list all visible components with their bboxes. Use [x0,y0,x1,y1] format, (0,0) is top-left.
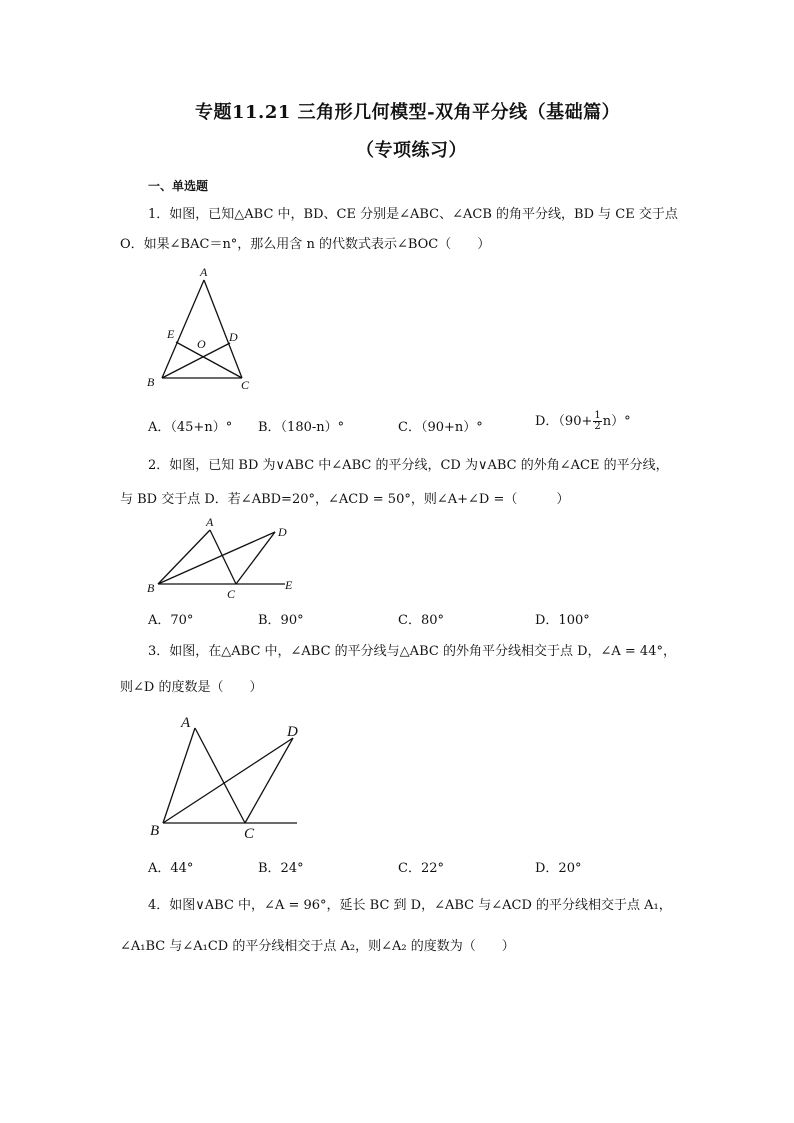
question-1-figure [140,262,270,394]
question-1-option-d [535,410,631,432]
question-3-option-a: A．44° [148,861,194,876]
q1-label-o: O [197,337,206,351]
q3-label-d: D [287,724,298,740]
q2-label-d: D [278,525,287,539]
q1-label-c: C [241,378,250,392]
q3-label-b: B [150,823,160,839]
question-2-line-1: 2．如图，已知 BD 为∨ABC 中∠ABC 的平分线，CD 为∨ABC 的外角∠ACE 的平分线， [148,458,669,473]
question-3-figure [145,708,305,843]
section-heading: 一、单选题 [148,179,209,193]
question-3-option-d: D．20° [535,861,582,876]
question-2-line-2: 与 BD 交于点 D．若∠ABD=20°，∠ACD = 50°，则∠A+∠D =（ ） [120,492,570,507]
question-2-option-c: C．80° [398,613,444,628]
question-1-option-a: A．（45+n）° [148,420,233,435]
fraction-numerator: 1 [594,410,601,421]
q2-label-c: C [227,587,236,601]
q1-label-e: E [167,327,175,341]
page-subtitle: （专项练习） [356,140,467,161]
question-1-option-c: C．（90+n）° [398,420,483,435]
question-3-line-2: 则∠D 的度数是（ ） [120,680,263,695]
q1-label-d: D [229,330,238,344]
q1-option-d-prefix: D．（90+ [535,414,593,429]
page-title: 专题11.21 三角形几何模型-双角平分线（基础篇） [195,102,621,123]
q2-label-e: E [285,578,293,592]
question-2-figure [140,512,310,604]
q1-label-b: B [147,375,155,389]
question-4-line-1: 4．如图∨ABC 中，∠A = 96°，延长 BC 到 D，∠ABC 与∠ACD 的平分线相交于点 A₁， [148,898,672,913]
q2-label-b: B [147,581,155,595]
question-1-option-b: B．（180-n）° [258,420,345,435]
q3-label-c: C [244,826,255,842]
fraction-denominator: 2 [594,421,601,432]
q3-label-a: A [181,715,191,731]
q1-label-a: A [200,265,208,279]
question-2-option-b: B．90° [258,613,304,628]
question-1-line-2: O．如果∠BAC＝n°，那么用含 n 的代数式表示∠BOC（ ） [120,237,491,252]
question-3-line-1: 3．如图，在△ABC 中，∠ABC 的平分线与△ABC 的外角平分线相交于点 D，∠A = 44°， [148,644,676,659]
question-2-option-a: A．70° [148,613,194,628]
question-1-line-1: 1．如图，已知△ABC 中，BD、CE 分别是∠ABC、∠ACB 的角平分线，BD 与 CE 交于点 [148,207,678,222]
question-3-option-b: B．24° [258,861,304,876]
question-4-line-2: ∠A₁BC 与∠A₁CD 的平分线相交于点 A₂，则∠A₂ 的度数为（ ） [120,939,515,954]
fraction-one-half [593,411,601,432]
question-3-option-c: C．22° [398,861,444,876]
q2-label-a: A [206,515,214,529]
q1-option-d-suffix: n）° [602,414,631,429]
question-2-option-d: D．100° [535,613,590,628]
